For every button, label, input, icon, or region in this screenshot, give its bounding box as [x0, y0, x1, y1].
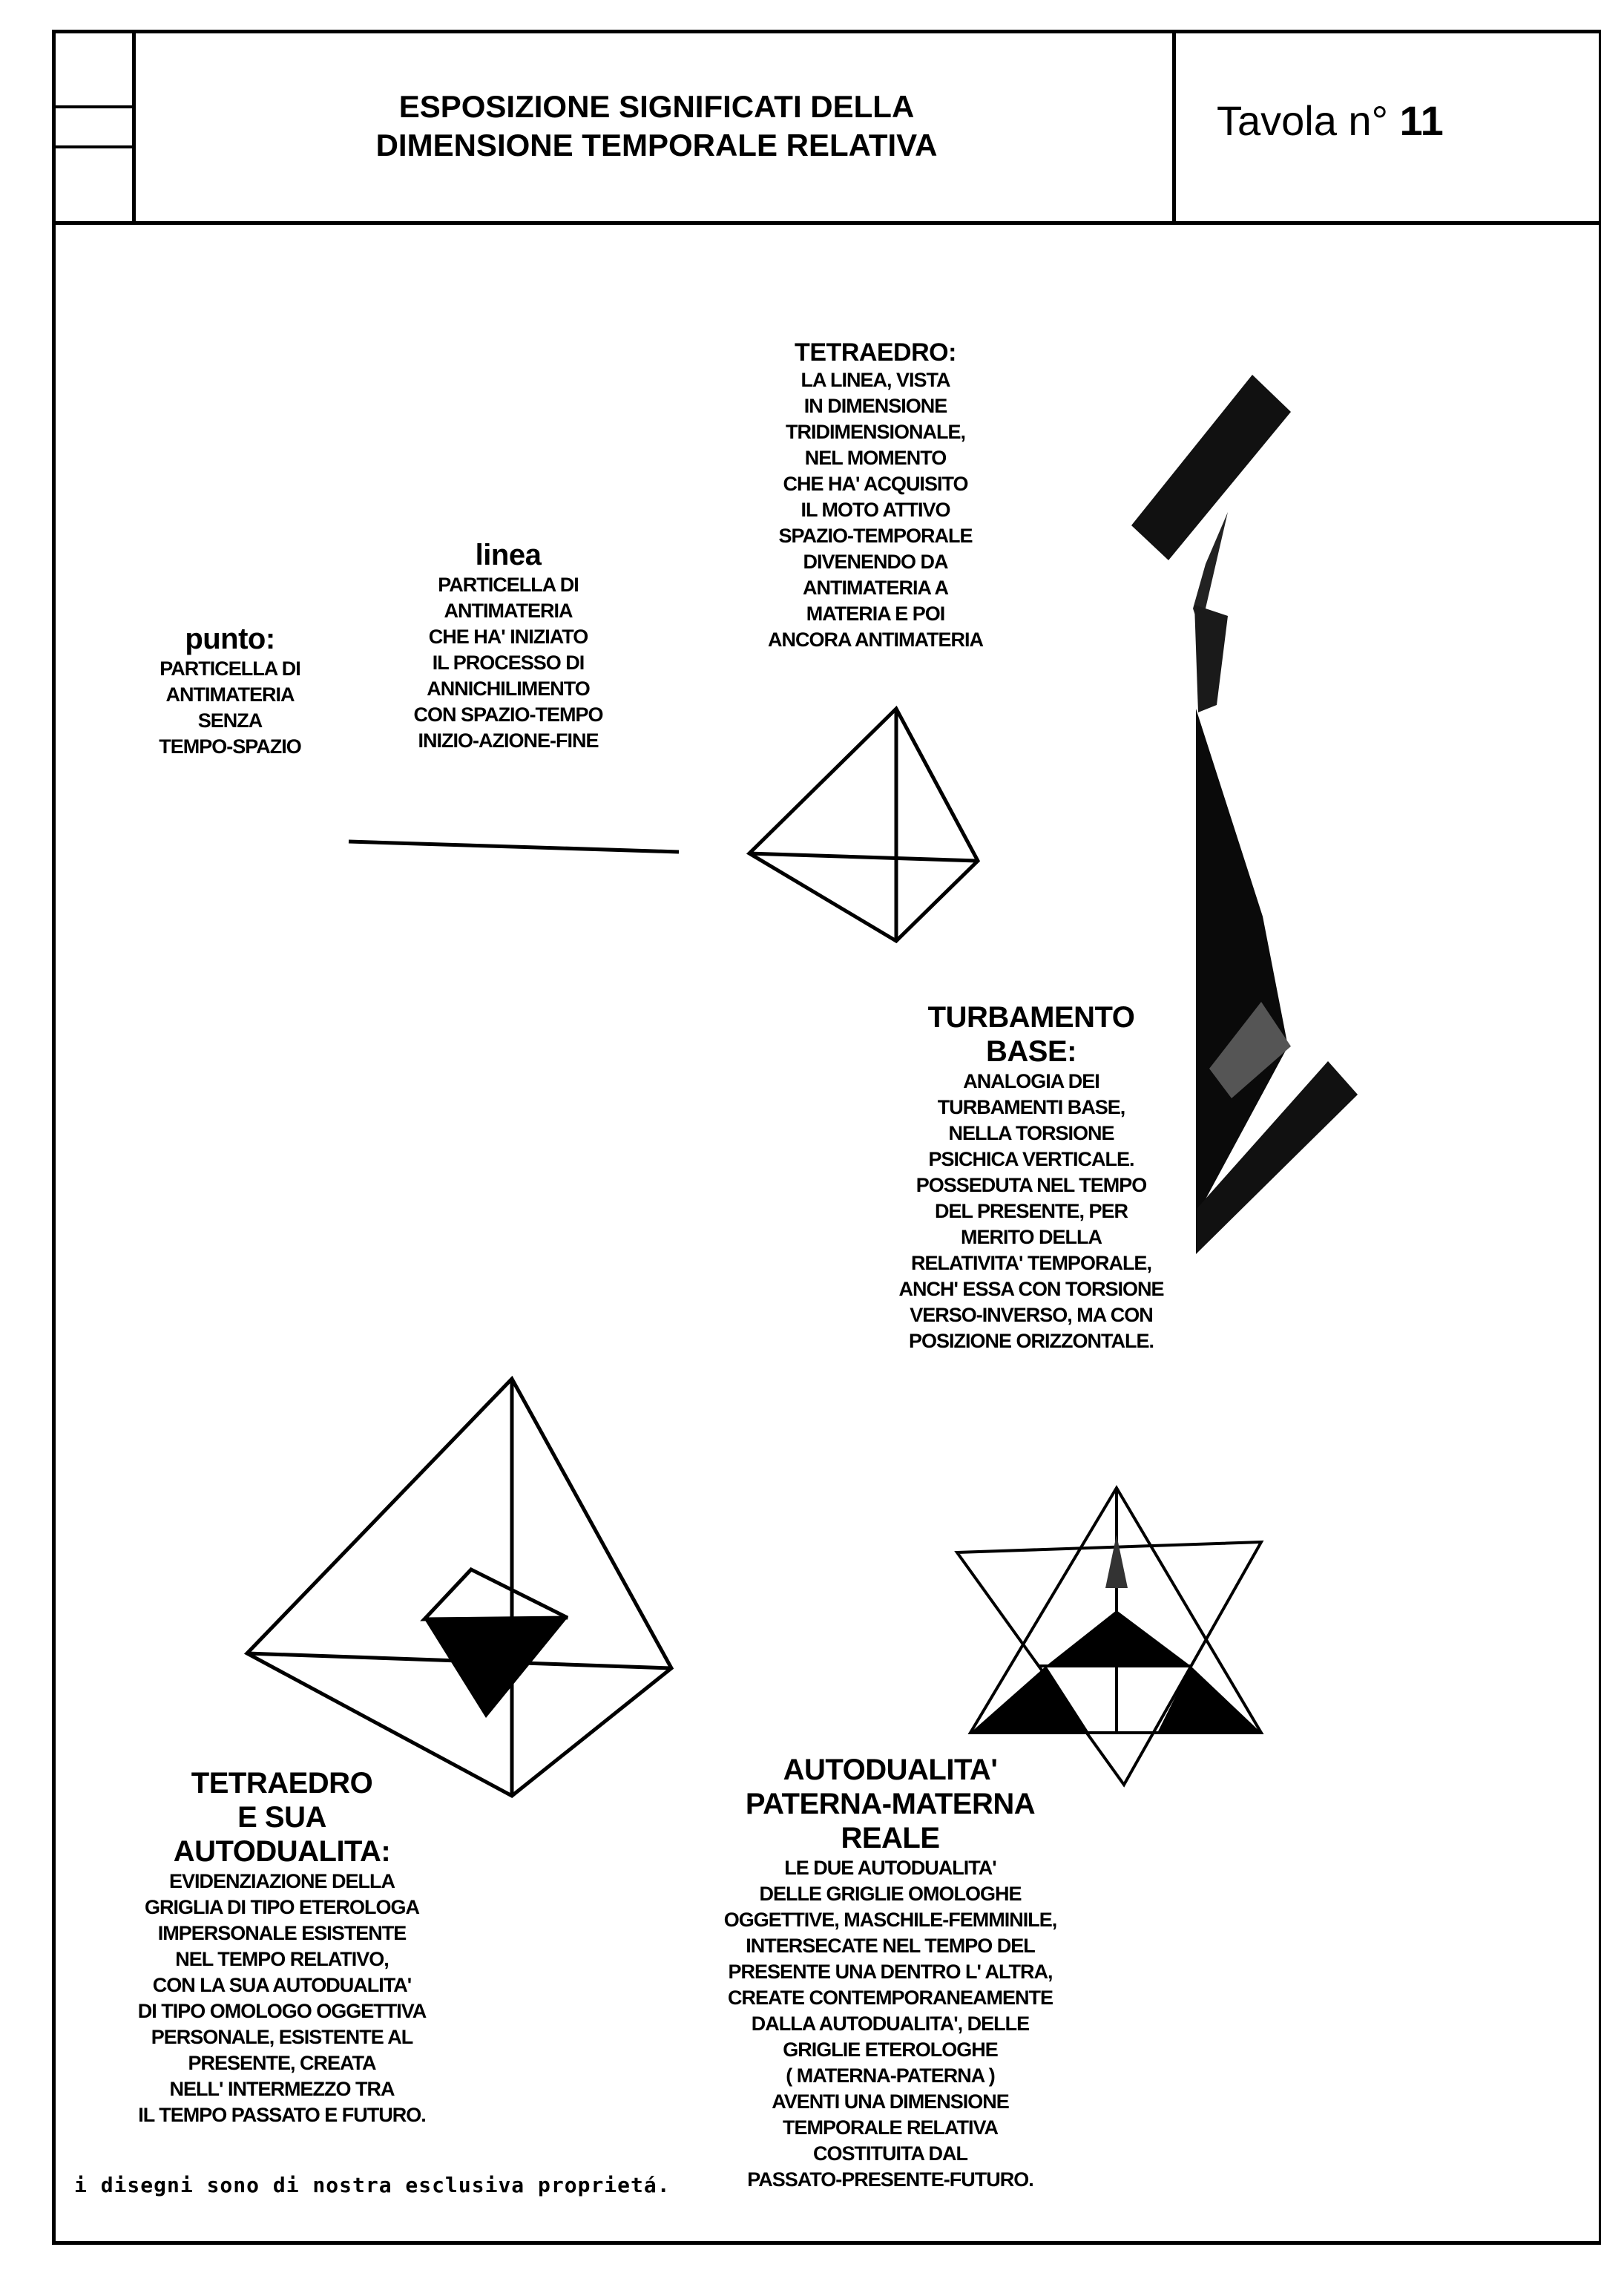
- copyright-note: i disegni sono di nostra esclusiva proprietá.: [74, 2173, 671, 2197]
- tetraedro-autodualita-heading: TETRAEDRO E SUA AUTODUALITA:: [173, 1767, 391, 1868]
- linea-text: PARTICELLA DI ANTIMATERIA CHE HA' INIZIATO IL PROCESSO DI ANNICHILIMENTO CON SPAZIO-TEMPO INIZIO-AZIONE-FINE: [413, 574, 603, 752]
- tetraedro-drawing: [749, 709, 978, 941]
- linea-block: [364, 538, 653, 754]
- tetraedro-block: [712, 338, 1039, 653]
- linea-heading: linea: [475, 539, 542, 571]
- tetraedro-autodualita-text: EVIDENZIAZIONE DELLA GRIGLIA DI TIPO ETEROLOGA IMPERSONALE ESISTENTE NEL TEMPO RELATIVO, CON LA SUA AUTODUALITA' DI TIPO OMOLOGO OGGETTIVA PERSONALE, ESISTENTE AL PRESENTE, CREATA NELL' INTERMEZZO TRA IL TEMPO PASSATO E FUTURO.: [137, 1870, 427, 2126]
- autodualita-paterna-heading: AUTODUALITA' PATERNA-MATERNA REALE: [745, 1754, 1036, 1854]
- tavola-label: Tavola n°: [1217, 97, 1388, 144]
- autodualita-paterna-drawing: [957, 1488, 1261, 1785]
- title-line-1: ESPOSIZIONE SIGNIFICATI DELLA: [398, 89, 915, 124]
- turbamento-text: ANALOGIA DEI TURBAMENTI BASE, NELLA TORSIONE PSICHICA VERTICALE. POSSEDUTA NEL TEMPO DEL PRESENTE, PER MERITO DELLA RELATIVITA' TEMPORALE, ANCH' ESSA CON TORSIONE VERSO-INVERSO, MA CON POSIZIONE ORIZZONTALE.: [898, 1070, 1164, 1352]
- turbamento-block: [823, 1000, 1239, 1354]
- tetraedro-heading: TETRAEDRO:: [795, 338, 956, 367]
- tetraedro-autodualita-block: [89, 1766, 475, 2128]
- autodualita-paterna-block: [683, 1753, 1098, 2193]
- tavola-value: 11: [1399, 97, 1444, 144]
- autodualita-paterna-text: LE DUE AUTODUALITA' DELLE GRIGLIE OMOLOGHE OGGETTIVE, MASCHILE-FEMMINILE, INTERSECATE NEL TEMPO DEL PRESENTE UNA DENTRO L' ALTRA, CREATE CONTEMPORANEAMENTE DALLA AUTODUALITA', DELLE GRIGLIE ETEROLOGHE ( MATERNA-PATERNA ) AVENTI UNA DIMENSIONE TEMPORALE RELATIVA COSTITUITA DAL PASSATO-PRESENTE-FUTURO.: [723, 1857, 1057, 2191]
- title-line-2: DIMENSIONE TEMPORALE RELATIVA: [375, 128, 938, 163]
- tetraedro-autodualita-drawing: [247, 1379, 671, 1796]
- punto-heading: punto:: [185, 623, 275, 655]
- punto-text: PARTICELLA DI ANTIMATERIA SENZA TEMPO-SPAZIO: [159, 657, 301, 758]
- tetraedro-text: LA LINEA, VISTA IN DIMENSIONE TRIDIMENSIONALE, NEL MOMENTO CHE HA' ACQUISITO IL MOTO ATTIVO SPAZIO-TEMPORALE DIVENENDO DA ANTIMATERIA A MATERIA E POI ANCORA ANTIMATERIA: [768, 369, 983, 651]
- turbamento-heading: TURBAMENTO BASE:: [927, 1001, 1135, 1068]
- punto-block: [104, 622, 356, 760]
- linea-drawing: [349, 842, 679, 852]
